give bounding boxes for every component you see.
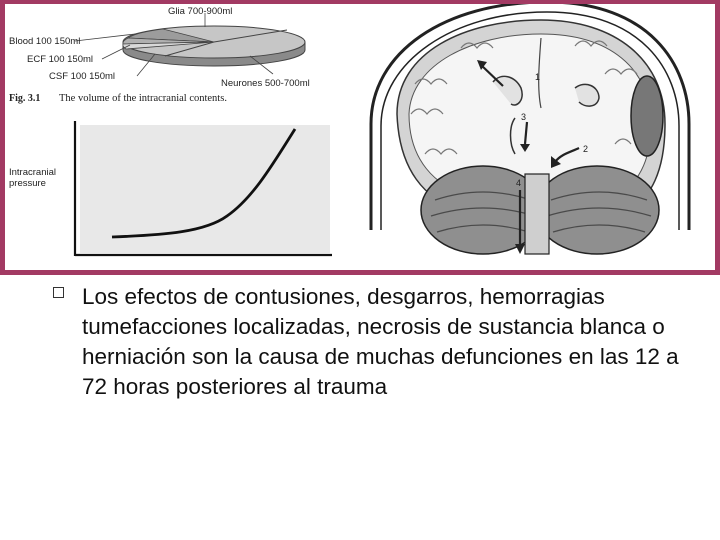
bullet-paragraph: Los efectos de contusiones, desgarros, hemorragias tumefacciones localizadas, necrosis de sustancia blanca o herniación son la causa de muchas defunciones en las 12 a 72 horas posteriores al trauma <box>82 284 679 399</box>
pressure-volume-graph <box>9 121 332 256</box>
brain-herniation-diagram <box>365 4 715 270</box>
graph-ylabel-line2: pressure <box>9 178 46 189</box>
bullet-square-icon <box>53 287 64 298</box>
arrow-label-4: 4 <box>516 178 522 188</box>
arrow-label-1: 1 <box>535 72 541 82</box>
pie-label-neurones: Neurones 500-700ml <box>221 78 310 89</box>
arrow-label-2: 2 <box>583 144 589 154</box>
pie-label-ecf: ECF 100 150ml <box>27 54 94 65</box>
arrow-label-3: 3 <box>521 112 527 122</box>
figure-panel <box>5 4 715 270</box>
pie-label-blood: Blood 100 150ml <box>9 36 81 47</box>
figure-caption-label: Fig. 3.1 <box>9 93 41 104</box>
pie-label-csf: CSF 100 150ml <box>49 71 116 82</box>
intracranial-figure <box>5 4 365 270</box>
pie-label-glia: Glia 700-900ml <box>168 6 233 17</box>
graph-ylabel-line1: Intracranial <box>9 167 56 178</box>
figure-caption-text: The volume of the intracranial contents. <box>59 93 227 104</box>
